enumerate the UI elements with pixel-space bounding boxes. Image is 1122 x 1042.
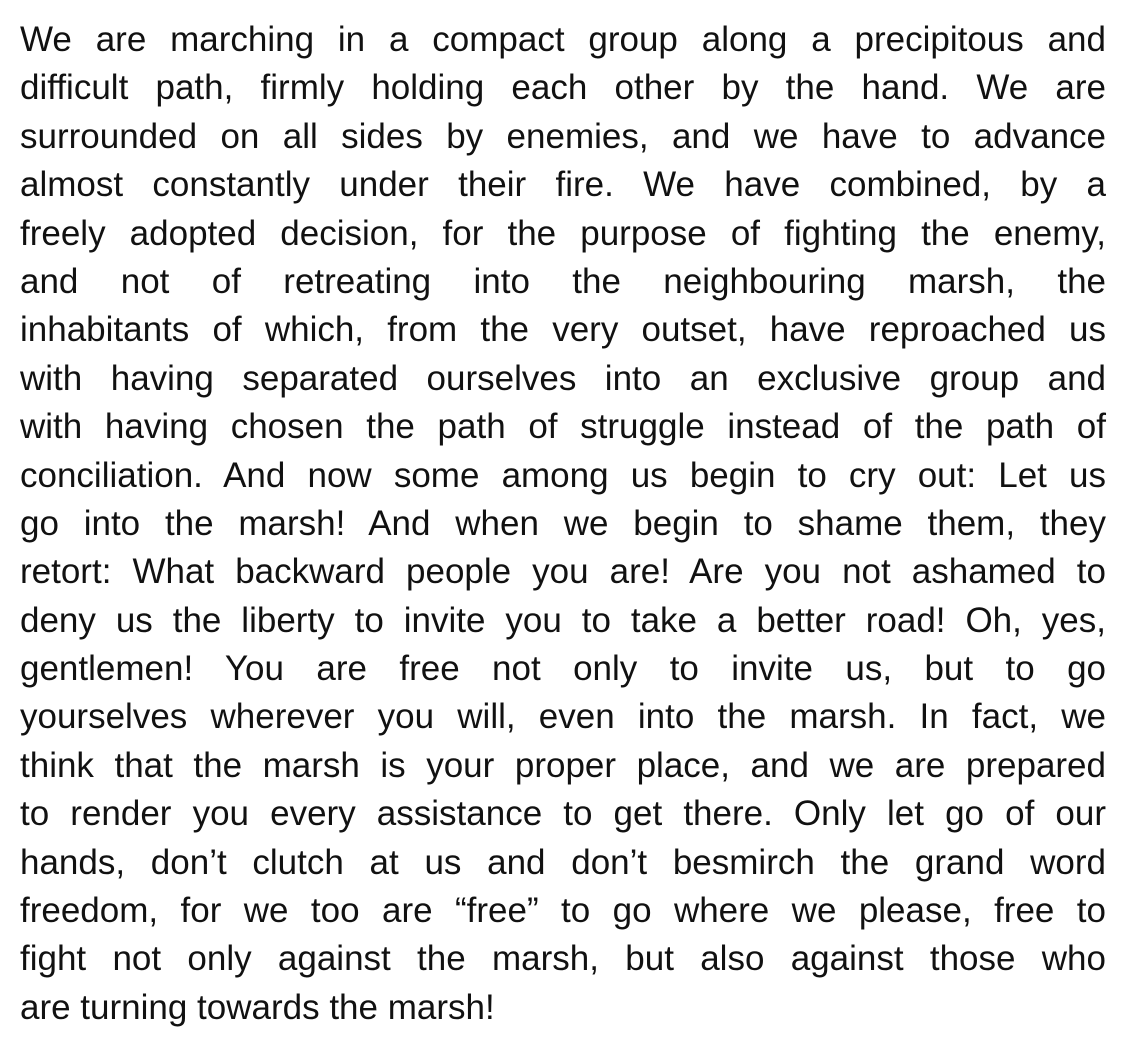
text-line: and not of retreating into the neighbouring marsh, the xyxy=(20,261,1106,301)
text-line: We are marching in a compact group along a precipitous and xyxy=(20,20,1106,59)
text-passage xyxy=(20,16,1106,1032)
text-line: go into the marsh! And when we begin to shame them, they xyxy=(20,503,1106,543)
text-line: freely adopted decision, for the purpose of fighting the enemy, xyxy=(20,213,1106,253)
text-line: inhabitants of which, from the very outset, have reproached us xyxy=(20,310,1106,350)
text-line: difficult path, firmly holding each other by the hand. We are xyxy=(20,68,1106,108)
text-line: yourselves wherever you will, even into the marsh. In fact, we xyxy=(20,697,1106,737)
text-line: with having chosen the path of struggle instead of the path of xyxy=(20,407,1106,447)
text-line: freedom, for we too are “free” to go where we please, free to xyxy=(20,891,1106,931)
text-line: deny us the liberty to invite you to take a better road! Oh, yes, xyxy=(20,600,1106,640)
text-line: surrounded on all sides by enemies, and we have to advance xyxy=(20,116,1106,156)
text-line: retort: What backward people you are! Are you not ashamed to xyxy=(20,552,1106,592)
text-line: are turning towards the marsh! xyxy=(20,987,495,1027)
text-line: conciliation. And now some among us begin to cry out: Let us xyxy=(20,455,1106,495)
text-line: think that the marsh is your proper place, and we are prepared xyxy=(20,745,1106,785)
text-line: to render you every assistance to get there. Only let go of our xyxy=(20,794,1106,834)
text-line: with having separated ourselves into an exclusive group and xyxy=(20,358,1106,398)
text-line: hands, don’t clutch at us and don’t besmirch the grand word xyxy=(20,842,1106,882)
text-line: fight not only against the marsh, but also against those who xyxy=(20,939,1106,979)
text-line: almost constantly under their fire. We have combined, by a xyxy=(20,165,1106,205)
text-line: gentlemen! You are free not only to invite us, but to go xyxy=(20,649,1106,689)
